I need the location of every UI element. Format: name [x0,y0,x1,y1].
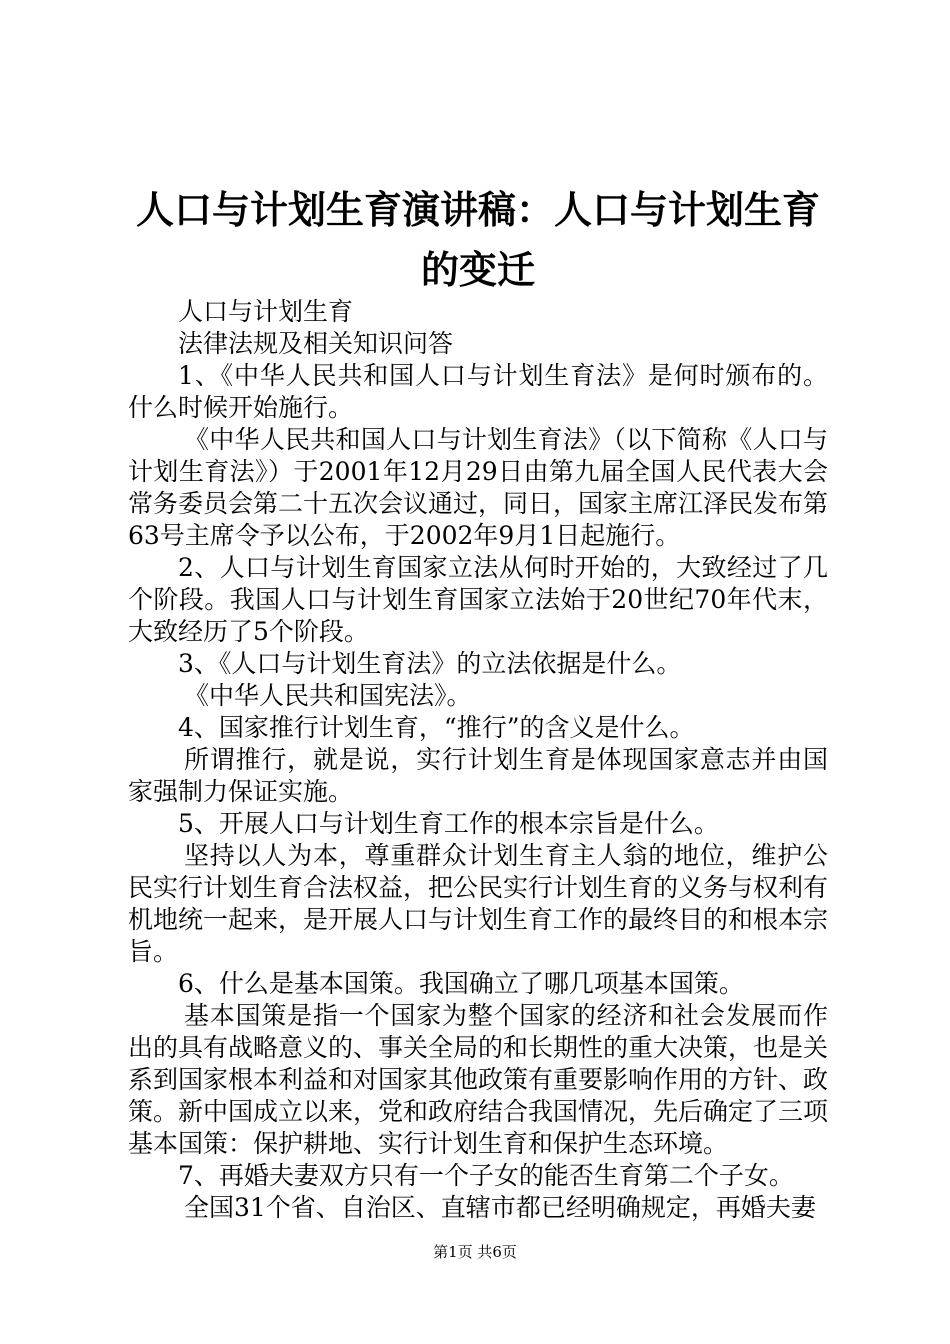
question-7: 7、再婚夫妻双方只有一个子女的能否生育第二个子女。 [178,1161,794,1190]
question-6: 6、什么是基本国策。我国确立了哪几项基本国策。 [178,969,744,998]
answer-3: 《中华人民共和国宪法》。 [184,681,472,710]
question-2: 2、人口与计划生育国家立法从何时开始的，大致经过了几个阶段。我国人口与计划生育国家立法始于20世纪70年代末，大致经历了5个阶段。 [128,553,828,646]
question-5: 5、开展人口与计划生育工作的根本宗旨是什么。 [178,809,719,838]
answer-4: 所谓推行，就是说，实行计划生育是体现国家意志并由国家强制力保证实施。 [128,745,828,806]
question-4: 4、国家推行计划生育，“推行”的含义是什么。 [178,713,695,742]
question-1: 1、《中华人民共和国人口与计划生育法》是何时颁布的。什么时候开始施行。 [128,361,828,422]
document-body [128,296,828,1224]
document-title: 人口与计划生育演讲稿：人口与计划生育的变迁 [135,187,820,292]
answer-6: 基本国策是指一个国家为整个国家的经济和社会发展而作出的具有战略意义的、事关全局的和长期性的重大决策，也是关系到国家根本利益和对国家其他政策有重要影响作用的方针、政策。新中国成立以来，党和政府结合我国情况，先后确定了三项基本国策：保护耕地、实行计划生育和保护生态环境。 [128,1001,829,1158]
answer-7: 全国31个省、自治区、直辖市都已经明确规定，再婚夫妻 [184,1193,816,1222]
page-footer: 第1页 共6页 [433,1243,517,1261]
answer-5: 坚持以人为本，尊重群众计划生育主人翁的地位，维护公民实行计划生育合法权益，把公民实行计划生育的义务与权利有机地统一起来，是开展人口与计划生育工作的最终目的和根本宗旨。 [128,841,829,966]
answer-1: 《中华人民共和国人口与计划生育法》（以下简称《人口与计划生育法》）于2001年12月29日由第九届全国人民代表大会常务委员会第二十五次会议通过，同日，国家主席江泽民发布第63号主席令予以公布，于2002年9月1日起施行。 [128,425,829,550]
question-3: 3、《人口与计划生育法》的立法依据是什么。 [178,649,682,678]
section-subheading: 法律法规及相关知识问答 [178,329,454,358]
section-heading: 人口与计划生育 [178,297,354,326]
